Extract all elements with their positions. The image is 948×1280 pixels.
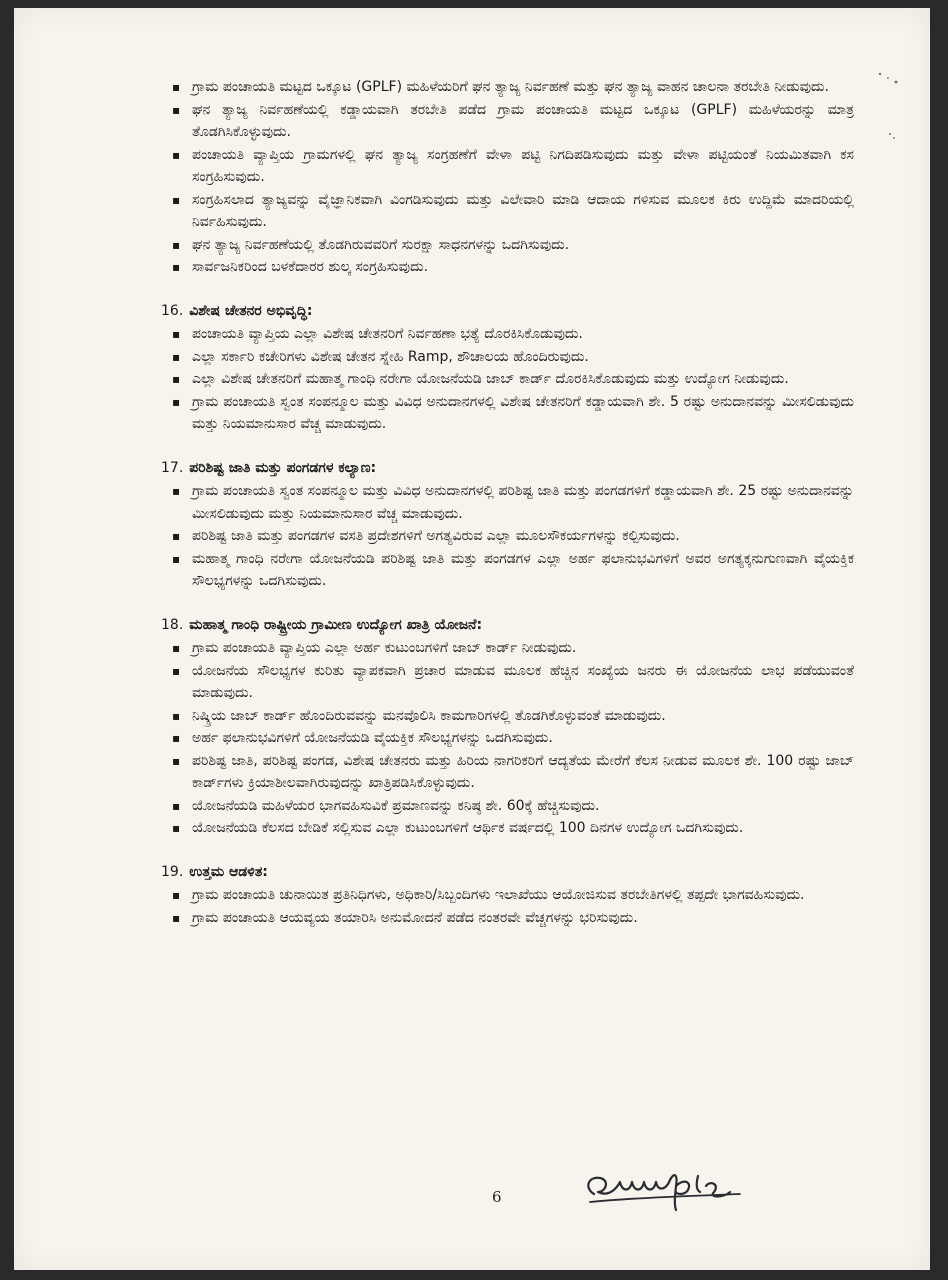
section-number: 16. [161,302,184,319]
list-item: ▪ ಘನ ತ್ಯಾಜ್ಯ ನಿರ್ವಹಣೆಯಲ್ಲಿ ತೊಡಗಿರುವವರಿಗೆ ಸುರಕ್ಷಾ ಸಾಧನಗಳನ್ನು ಒದಗಿಸುವುದು. [159,234,854,257]
list-item: ▪ ಮಹಾತ್ಮ ಗಾಂಧಿ ನರೇಗಾ ಯೋಜನೆಯಡಿ ಪರಿಶಿಷ್ಟ ಜಾತಿ ಮತ್ತು ಪಂಗಡಗಳ ಎಲ್ಲಾ ಅರ್ಹ ಫಲಾನುಭವಿಗಳಿಗೆ ಅವರ ಅಗತ್ಯಕ್ಕನುಗುಣವಾಗಿ ವೈಯಕ್ತಿಕ ಸೌಲಭ್ಯಗಳನ್ನು ಒದಗಿಸುವುದು. [159,548,854,593]
section-heading [159,457,854,480]
document-page [14,8,930,1270]
list-item: ▪ ಪಂಚಾಯತಿ ವ್ಯಾಪ್ತಿಯ ಎಲ್ಲಾ ವಿಶೇಷ ಚೇತನರಿಗೆ ನಿರ್ವಹಣಾ ಭತ್ಯೆ ದೊರಕಿಸಿಕೊಡುವುದು. [159,323,854,346]
section-title: ಪರಿಶಿಷ್ಟ ಜಾತಿ ಮತ್ತು ಪಂಗಡಗಳ ಕಲ್ಯಾಣ: [189,459,377,476]
section-title: ಮಹಾತ್ಮ ಗಾಂಧಿ ರಾಷ್ಟ್ರೀಯ ಗ್ರಾಮೀಣ ಉದ್ಯೋಗ ಖಾತ್ರಿ ಯೋಜನೆ: [189,616,483,633]
section-number: 18. [161,616,184,633]
list-item: ▪ ಘನ ತ್ಯಾಜ್ಯ ನಿರ್ವಹಣೆಯಲ್ಲಿ ಕಡ್ಡಾಯವಾಗಿ ತರಬೇತಿ ಪಡೆದ ಗ್ರಾಮ ಪಂಚಾಯತಿ ಮಟ್ಟದ ಒಕ್ಕೂಟ (GPLF) ಮಹಿಳೆಯರನ್ನು ಮಾತ್ರ ತೊಡಗಿಸಿಕೊಳ್ಳುವುದು. [159,99,854,144]
section-title: ವಿಶೇಷ ಚೇತನರ ಅಭಿವೃದ್ಧಿ: [189,302,313,319]
list-item: ▪ ಸಂಗ್ರಹಿಸಲಾದ ತ್ಯಾಜ್ಯವನ್ನು ವೈಜ್ಞಾನಿಕವಾಗಿ ವಿಂಗಡಿಸುವುದು ಮತ್ತು ವಿಲೇವಾರಿ ಮಾಡಿ ಆದಾಯ ಗಳಿಸುವ ಮೂಲಕ ಕಿರು ಉದ್ದಿಮೆ ಮಾದರಿಯಲ್ಲಿ ನಿರ್ವಹಿಸುವುದು. [159,189,854,234]
section-19 [159,861,854,930]
section-title: ಉತ್ತಮ ಆಡಳಿತ: [189,863,268,880]
bullet-list [159,480,854,593]
list-item: ▪ ಗ್ರಾಮ ಪಂಚಾಯತಿ ಚುನಾಯಿತ ಪ್ರತಿನಿಧಿಗಳು, ಅಧಿಕಾರಿ/ಸಿಬ್ಬಂದಿಗಳು ಇಲಾಖೆಯು ಆಯೋಜಿಸುವ ತರಬೇತಿಗಳಲ್ಲಿ ತಪ್ಪದೇ ಭಾಗವಹಿಸುವುದು. [159,884,854,907]
bullet-list [159,637,854,840]
bullet-list [159,884,854,929]
scan-specks [874,68,914,148]
list-item: ▪ ಯೋಜನೆಯ ಸೌಲಭ್ಯಗಳ ಕುರಿತು ವ್ಯಾಪಕವಾಗಿ ಪ್ರಚಾರ ಮಾಡುವ ಮೂಲಕ ಹೆಚ್ಚಿನ ಸಂಖ್ಯೆಯ ಜನರು ಈ ಯೋಜನೆಯ ಲಾಭ ಪಡೆಯುವಂತೆ ಮಾಡುವುದು. [159,660,854,705]
list-item: ▪ ಸಾರ್ವಜನಿಕರಿಂದ ಬಳಕೆದಾರರ ಶುಲ್ಕ ಸಂಗ್ರಹಿಸುವುದು. [159,256,854,279]
section-number: 19. [161,863,184,880]
section-18 [159,614,854,840]
list-item: ▪ ಗ್ರಾಮ ಪಂಚಾಯತಿ ಸ್ವಂತ ಸಂಪನ್ಮೂಲ ಮತ್ತು ವಿವಿಧ ಅನುದಾನಗಳಲ್ಲಿ ವಿಶೇಷ ಚೇತನರಿಗೆ ಕಡ್ಡಾಯವಾಗಿ ಶೇ. 5 ರಷ್ಟು ಅನುದಾನವನ್ನು ಮೀಸಲಿಡುವುದು ಮತ್ತು ನಿಯಮಾನುಸಾರ ವೆಚ್ಚ ಮಾಡುವುದು. [159,391,854,436]
list-item: ▪ ಎಲ್ಲಾ ವಿಶೇಷ ಚೇತನರಿಗೆ ಮಹಾತ್ಮ ಗಾಂಧಿ ನರೇಗಾ ಯೋಜನೆಯಡಿ ಜಾಬ್ ಕಾರ್ಡ್ ದೊರಕಿಸಿಕೊಡುವುದು ಮತ್ತು ಉದ್ಯೋಗ ನೀಡುವುದು. [159,368,854,391]
list-item: ▪ ಪರಿಶಿಷ್ಟ ಜಾತಿ ಮತ್ತು ಪಂಗಡಗಳ ವಸತಿ ಪ್ರದೇಶಗಳಿಗೆ ಅಗತ್ಯವಿರುವ ಎಲ್ಲಾ ಮೂಲಸೌಕರ್ಯಗಳನ್ನು ಕಲ್ಪಿಸುವುದು. [159,525,854,548]
page-number: 6 [492,1188,502,1206]
list-item: ▪ ಗ್ರಾಮ ಪಂಚಾಯತಿ ಮಟ್ಟದ ಒಕ್ಕೂಟ (GPLF) ಮಹಿಳೆಯರಿಗೆ ಘನ ತ್ಯಾಜ್ಯ ನಿರ್ವಹಣೆ ಮತ್ತು ಘನ ತ್ಯಾಜ್ಯ ವಾಹನ ಚಾಲನಾ ತರಬೇತಿ ನೀಡುವುದು. [159,76,854,99]
section-heading [159,300,854,323]
section-16 [159,300,854,436]
list-item: ▪ ಗ್ರಾಮ ಪಂಚಾಯತಿ ವ್ಯಾಪ್ತಿಯ ಎಲ್ಲಾ ಅರ್ಹ ಕುಟುಂಬಗಳಿಗೆ ಜಾಬ್ ಕಾರ್ಡ್ ನೀಡುವುದು. [159,637,854,660]
bullet-list [159,323,854,436]
section-heading [159,861,854,884]
list-item: ▪ ಪಂಚಾಯತಿ ವ್ಯಾಪ್ತಿಯ ಗ್ರಾಮಗಳಲ್ಲಿ ಘನ ತ್ಯಾಜ್ಯ ಸಂಗ್ರಹಣೆಗೆ ವೇಳಾ ಪಟ್ಟಿ ನಿಗದಿಪಡಿಸುವುದು ಮತ್ತು ವೇಳಾ ಪಟ್ಟಿಯಂತೆ ನಿಯಮಿತವಾಗಿ ಕಸ ಸಂಗ್ರಹಿಸುವುದು. [159,144,854,189]
list-item: ▪ ಯೋಜನೆಯಡಿ ಮಹಿಳೆಯರ ಭಾಗವಹಿಸುವಿಕೆ ಪ್ರಮಾಣವನ್ನು ಕನಿಷ್ಠ ಶೇ. 60ಕ್ಕೆ ಹೆಚ್ಚಿಸುವುದು. [159,795,854,818]
list-item: ▪ ನಿಷ್ಕ್ರಿಯ ಜಾಬ್ ಕಾರ್ಡ್ ಹೊಂದಿರುವವನ್ನು ಮನವೊಲಿಸಿ ಕಾಮಗಾರಿಗಳಲ್ಲಿ ತೊಡಗಿಕೊಳ್ಳುವಂತೆ ಮಾಡುವುದು. [159,705,854,728]
list-item: ▪ ಯೋಜನೆಯಡಿ ಕೆಲಸದ ಬೇಡಿಕೆ ಸಲ್ಲಿಸುವ ಎಲ್ಲಾ ಕುಟುಂಬಗಳಿಗೆ ಆರ್ಥಿಕ ವರ್ಷದಲ್ಲಿ 100 ದಿನಗಳ ಉದ್ಯೋಗ ಒದಗಿಸುವುದು. [159,817,854,840]
list-item: ▪ ಅರ್ಹ ಫಲಾನುಭವಿಗಳಿಗೆ ಯೋಜನೆಯಡಿ ವೈಯಕ್ತಿಕ ಸೌಲಭ್ಯಗಳನ್ನು ಒದಗಿಸುವುದು. [159,727,854,750]
list-item: ▪ ಎಲ್ಲಾ ಸರ್ಕಾರಿ ಕಚೇರಿಗಳು ವಿಶೇಷ ಚೇತನ ಸ್ನೇಹಿ Ramp, ಶೌಚಾಲಯ ಹೊಂದಿರುವುದು. [159,346,854,369]
list-item: ▪ ಗ್ರಾಮ ಪಂಚಾಯತಿ ಸ್ವಂತ ಸಂಪನ್ಮೂಲ ಮತ್ತು ವಿವಿಧ ಅನುದಾನಗಳಲ್ಲಿ ಪರಿಶಿಷ್ಟ ಜಾತಿ ಮತ್ತು ಪಂಗಡಗಳಿಗೆ ಕಡ್ಡಾಯವಾಗಿ ಶೇ. 25 ರಷ್ಟು ಅನುದಾನವನ್ನು ಮೀಸಲಿಡುವುದು ಮತ್ತು ನಿಯಮಾನುಸಾರ ವೆಚ್ಚ ಮಾಡುವುದು. [159,480,854,525]
section-17 [159,457,854,593]
document-body [159,76,854,929]
section-solid-waste-continued [159,76,854,279]
bullet-list [159,76,854,279]
list-item: ▪ ಪರಿಶಿಷ್ಟ ಜಾತಿ, ಪರಿಶಿಷ್ಟ ಪಂಗಡ, ವಿಶೇಷ ಚೇತನರು ಮತ್ತು ಹಿರಿಯ ನಾಗರಿಕರಿಗೆ ಆದ್ಯತೆಯ ಮೇರೆಗೆ ಕೆಲಸ ನೀಡುವ ಮೂಲಕ ಶೇ. 100 ರಷ್ಟು ಜಾಬ್ ಕಾರ್ಡ್‌ಗಳು ಕ್ರಿಯಾಶೀಲವಾಗಿರುವುದನ್ನು ಖಾತ್ರಿಪಡಿಸಿಕೊಳ್ಳುವುದು. [159,750,854,795]
section-number: 17. [161,459,184,476]
list-item: ▪ ಗ್ರಾಮ ಪಂಚಾಯತಿ ಆಯವ್ಯಯ ತಯಾರಿಸಿ ಅನುಮೋದನೆ ಪಡೆದ ನಂತರವೇ ವೆಚ್ಚಗಳನ್ನು ಭರಿಸುವುದು. [159,907,854,930]
handwritten-signature [580,1158,750,1218]
section-heading [159,614,854,637]
